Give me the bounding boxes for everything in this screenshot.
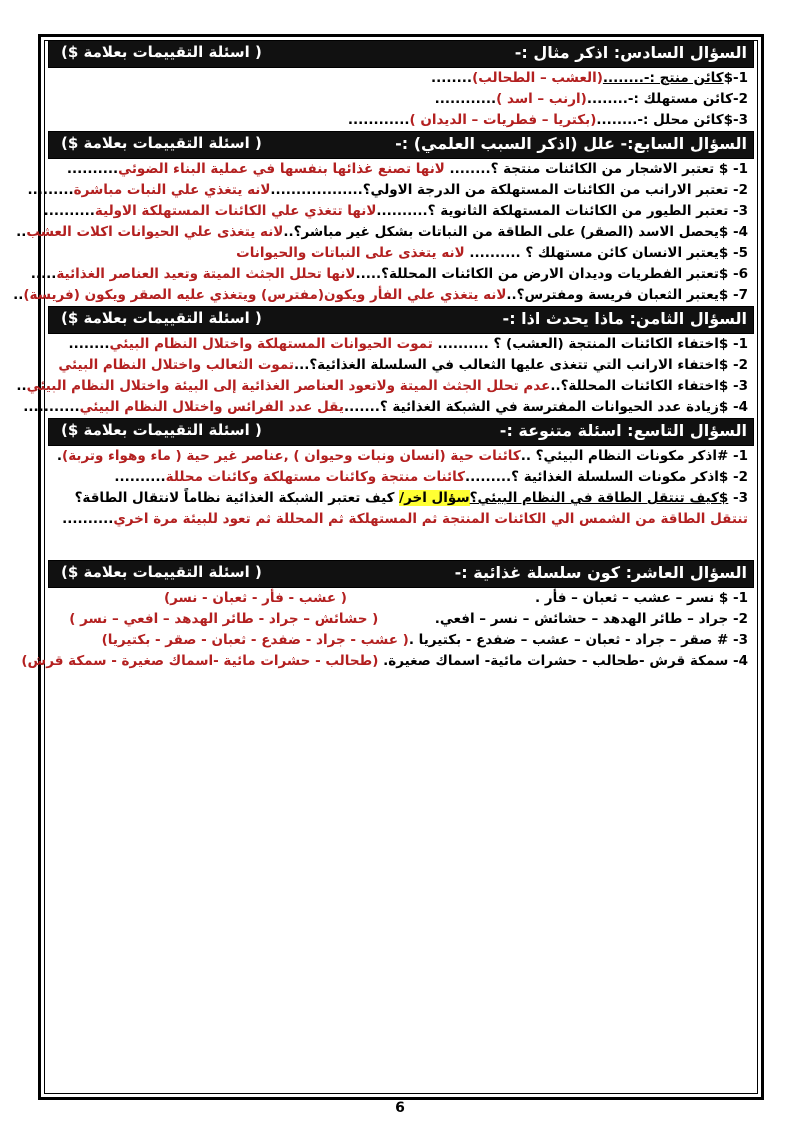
question-7-rows	[13, 159, 754, 306]
question-8-tag: ( اسئلة التقييمات بعلامة $)	[61, 309, 262, 327]
list-item: 2- تعتبر الارانب من الكائنات المستهلكة من الدرجة الاولي؟..................لانه يتغذي علي النبات مباشرة.........	[27, 182, 748, 198]
list-item: تنتقل الطاقة من الشمس الي الكائنات المنتجة ثم المستهلكة ثم المحللة ثم تعود للبيئة مرة اخري..........	[62, 511, 748, 527]
list-item: 2-كائن مستهلك :-........(ارنب – اسد )............	[434, 91, 748, 107]
highlighted-note: سؤال اخر/	[399, 490, 470, 506]
list-item: 3- تعتبر الطيور من الكائنات المستهلكة الثانوية ؟..........لانها تتغذي علي الكائنات المستهلكة الاولية..........	[43, 203, 748, 219]
list-item: 3-$كائن محلل :-........(بكتريا – فطريات – الديدان )............	[347, 112, 748, 128]
list-item: 1- $ تعتبر الاشجار من الكائنات منتجة ؟........ لانها تصنع غذائها بنفسها في عملية البناء الضوئي..........	[66, 161, 748, 177]
list-item: 3- $كيف تنتقل الطاقة في النظام البيئي؟سؤال اخر/ كيف تعتبر الشبكة الغذائية نظاماً لانتقال الطاقة؟	[74, 490, 748, 506]
list-item: 4- سمكة قرش -طحالب - حشرات مائية- اسماك صغيرة. (طحالب - حشرات مائية -اسماك صغيرة - سمكة قرش)	[21, 653, 748, 669]
question-8-title: السؤال الثامن: ماذا يحدث اذا :-	[502, 309, 747, 328]
worksheet-content	[13, 40, 754, 672]
list-item: 7- $يعتبر الثعبان فريسة ومفترس؟..لانه يتغذي علي الفأر ويكون(مفترس) ويتغذي عليه الصقر ويكون (فريسة)..	[13, 287, 748, 303]
question-6-header	[48, 40, 754, 68]
question-6-rows	[48, 68, 754, 131]
list-item: 3- # صقر – جراد - ثعبان – عشب – ضفدع - بكتيريا .( عشب - جراد - ضفدع - ثعبان - صقر - بكتيريا)	[101, 632, 748, 648]
list-item: 4- $زيادة عدد الحيوانات المفترسة في الشبكة الغذائية ؟.......يقل عدد الفرائس واختلال النظام البيئي...........	[23, 399, 748, 415]
question-9-title: السؤال التاسع: اسئلة متنوعة :-	[499, 421, 747, 440]
question-8-rows	[16, 334, 754, 418]
page-number: 6	[395, 1100, 405, 1116]
list-item: 2- $اذكر مكونات السلسلة الغذائية ؟.........كائنات منتجة وكائنات مستهلكة وكائنات محللة..........	[114, 469, 748, 485]
question-9-header	[48, 418, 754, 446]
list-item: 1- $اختفاء الكائنات المنتجة (العشب) ؟ .......... تموت الحيوانات المستهلكة واختلال النظام البيئي........	[68, 336, 748, 352]
list-item: 1-$كائن منتج :-........(العشب – الطحالب)........	[431, 70, 748, 86]
list-item: 1- $ نسر – عشب – ثعبان – فأر . ( عشب - فأر - ثعبان - نسر)	[163, 590, 748, 606]
list-item: 2- جراد – طائر الهدهد – حشائش – نسر – افعي. ( حشائش – جراد - طائر الهدهد – افعي – نسر )	[69, 611, 748, 627]
list-item: 6- $تعتبر الفطريات وديدان الارض من الكائنات المحللة؟.....لانها تحلل الجثث الميتة وتعيد العناصر الغذائية.....	[30, 266, 748, 282]
list-item: 1- #اذكر مكونات النظام البيئي؟ ..كائنات حية (انسان ونبات وحيوان ) ,عناصر غير حية ( ماء وهواء وتربة).	[56, 448, 748, 464]
question-10-rows	[21, 588, 754, 672]
question-7-tag: ( اسئلة التقييمات بعلامة $)	[61, 134, 262, 152]
question-8-header	[48, 306, 754, 334]
question-9-tag: ( اسئلة التقييمات بعلامة $)	[61, 421, 262, 439]
question-10-title: السؤال العاشر: كون سلسلة غذائية :-	[454, 563, 747, 582]
list-item: 5- $يعتبر الانسان كائن مستهلك ؟ .......... لانه يتغذى على النباتات والحيوانات	[236, 245, 748, 261]
list-item: 4- $يحصل الاسد (الصقر) على الطاقة من النباتات بشكل غير مباشر؟..لانه يتغذى علي الحيوانات اكلات العشب..	[16, 224, 748, 240]
question-10-header	[48, 560, 754, 588]
list-item: 3- $اختفاء الكائنات المحللة؟..عدم تحلل الجثث الميتة ولاتعود العناصر الغذائية إلى البيئة واختلال النظام البيئي..	[16, 378, 748, 394]
question-6-tag: ( اسئلة التقييمات بعلامة $)	[61, 43, 262, 61]
question-7-header	[48, 131, 754, 159]
question-10-tag: ( اسئلة التقييمات بعلامة $)	[61, 563, 262, 581]
question-6-title: السؤال السادس: اذكر مثال :-	[514, 43, 747, 62]
question-7-title: السؤال السابع:- علل (اذكر السبب العلمي) :-	[395, 134, 747, 153]
question-9-rows	[48, 446, 754, 530]
list-item: 2- $اختفاء الارانب التي تتغذى عليها الثعالب في السلسلة الغذائية؟...تموت الثعالب واختلال النظام البيئي	[58, 357, 748, 373]
